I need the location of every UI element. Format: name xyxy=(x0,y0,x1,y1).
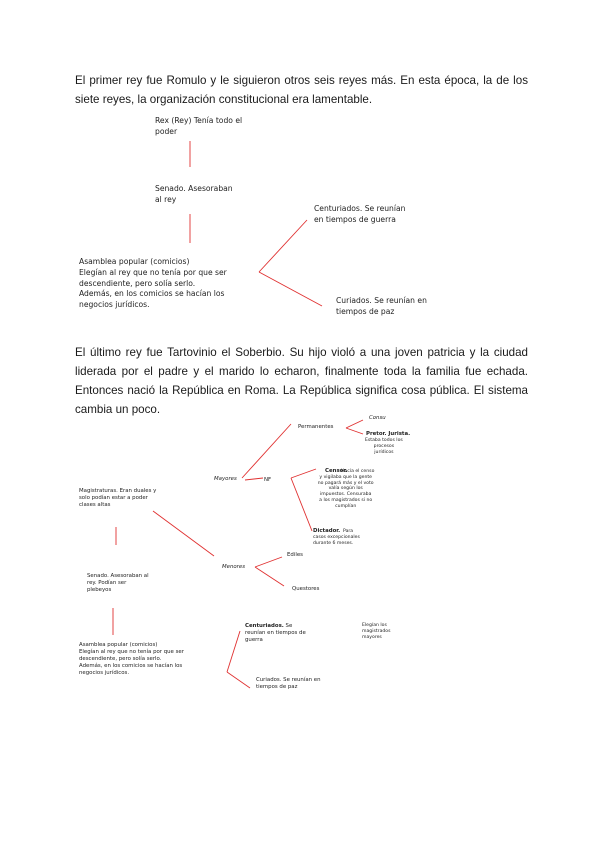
centuriados-title: Centuriados. xyxy=(245,623,284,629)
mayores-node: Mayores xyxy=(214,476,237,482)
asamblea-title: Asamblea popular (comicios) xyxy=(79,257,190,266)
permanentes-node: Permanentes xyxy=(298,424,334,430)
dictador-desc: Para casos excepcionales durante 6 meses. xyxy=(313,529,360,546)
paragraph-reyes: El primer rey fue Romulo y le siguieron otros seis reyes más. En esta época, la de los siete reyes, la organización constitucional era lamentable. xyxy=(75,74,528,106)
dictador-title: Dictador. xyxy=(313,528,341,534)
elegian-node: Elegían los magistrados mayores xyxy=(362,623,391,640)
centuriados-desc: Se reunían en tiempos de guerra xyxy=(245,623,306,643)
paragraph-republica: El último rey fue Tartovinio el Soberbio. Su hijo violó a una joven patricia y la ciudad liderada por el padre y el marido lo echaron, finalmente toda la familia fue echada. Entonces nació la República en Roma. La República significa cosa pública. El sistema cambia un poco. xyxy=(75,346,528,416)
questores-node: Questores xyxy=(292,586,320,592)
pretor-title: Pretor. Jurista. xyxy=(366,431,411,437)
nf-node: NF xyxy=(264,477,272,483)
censor-desc: Hacía el censo y vigilaba que la gente no pagará más y el voto valía según los impuestos. Censuraba a los magistrados si no cumplían xyxy=(317,469,375,509)
consu-node: Consu xyxy=(369,415,386,421)
curiados-republica-node: Curiados. Se reunían en tiempos de paz xyxy=(256,677,321,690)
menores-node: Menores xyxy=(222,564,246,570)
asamblea-republica-node: Asamblea popular (comicios) Elegían al rey que no tenía por que ser descendiente, pero solía serlo. Además, en los comicios se hacían los negocios jurídicos. xyxy=(79,642,184,676)
pretor-desc: Estaba todos los procesos jurídicos xyxy=(365,438,403,455)
centuriados-republica-node xyxy=(245,623,306,644)
senado-node: Senado. Asesoraban al rey xyxy=(155,184,233,204)
centuriados-node: Centuriados. Se reunían en tiempos de guerra xyxy=(314,204,406,224)
magistraturas-node: Magistraturas. Eran duales y solo podían estar a poder clases altas xyxy=(79,488,157,508)
ediles-node: Ediles xyxy=(287,552,303,558)
asamblea-body: Elegían al rey que no tenía por que ser descendiente, pero solía serlo. Además, en los comicios se hacían los negocios jurídicos. xyxy=(79,268,227,309)
curiados-node: Curiados. Se reunían en tiempos de paz xyxy=(336,296,427,316)
senado-republica-node: Senado. Asesoraban al rey. Podían ser plebeyos xyxy=(87,573,149,593)
censor-title: Censor. xyxy=(325,468,348,474)
rex-node: Rex (Rey) Tenía todo el poder xyxy=(155,116,243,136)
